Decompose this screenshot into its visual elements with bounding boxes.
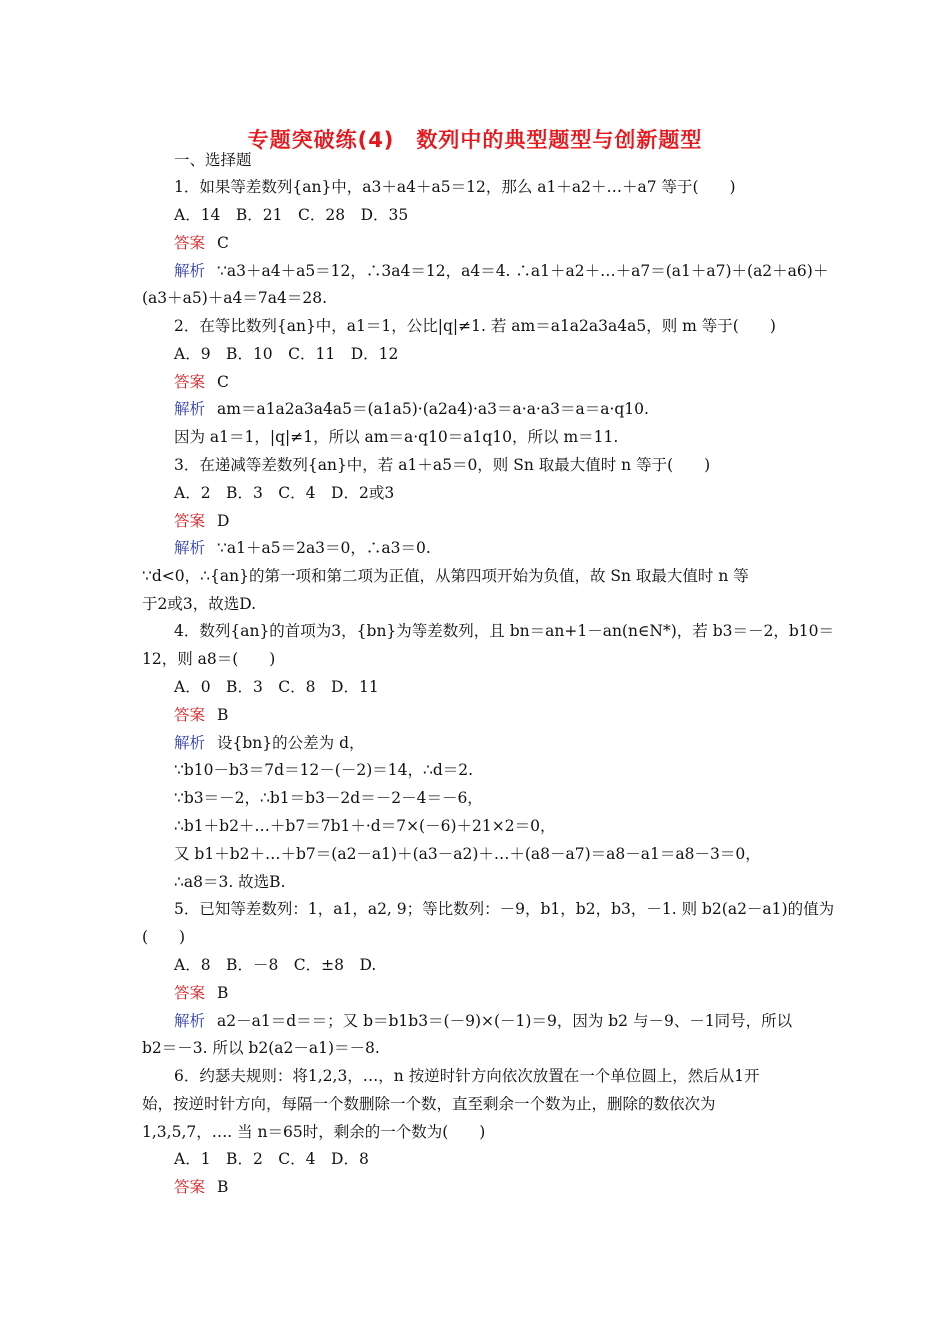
analysis-text: am＝a1a2a3a4a5＝(a1a5)·(a2a4)·a3＝a·a·a3＝a＝a·q10. bbox=[217, 400, 649, 418]
text-line: A．2 B．3 C．4 D．2或3 bbox=[174, 484, 395, 502]
analysis-line bbox=[174, 538, 431, 558]
answer-line bbox=[174, 983, 228, 1003]
text-line: b2＝－3. 所以 b2(a2－a1)＝－8. bbox=[142, 1039, 380, 1057]
text-line: ∴b1＋b2＋…＋b7＝7b1＋·d＝7×(－6)＋21×2＝0， bbox=[174, 817, 556, 835]
analysis-line bbox=[174, 261, 828, 281]
text-line: 6．约瑟夫规则：将1,2,3，…，n 按逆时针方向依次放置在一个单位圆上，然后从1开 bbox=[174, 1067, 760, 1085]
text-line: 1,3,5,7，…. 当 n＝65时，剩余的一个数为( ) bbox=[142, 1123, 486, 1141]
answer-label: 答案 bbox=[174, 512, 206, 530]
analysis-label: 解析 bbox=[174, 1012, 206, 1030]
analysis-label: 解析 bbox=[174, 400, 206, 418]
text-line: 5．已知等差数列：1，a1，a2, 9；等比数列：－9，b1，b2，b3，－1. 则 b2(a2－a1)的值为 bbox=[174, 900, 835, 918]
analysis-text: ∵a3＋a4＋a5＝12，∴3a4＝12，a4＝4. ∴a1＋a2＋…＋a7＝(a1＋a7)＋(a2＋a6)＋ bbox=[217, 262, 829, 280]
answer-label: 答案 bbox=[174, 984, 206, 1002]
analysis-label: 解析 bbox=[174, 734, 206, 752]
text-line: ∵d<0，∴{an}的第一项和第二项为正值，从第四项开始为负值，故 Sn 取最大值时 n 等 bbox=[142, 567, 749, 585]
section-heading: 一、选择题 bbox=[174, 151, 252, 169]
text-line: 因为 a1＝1，|q|≠1，所以 am＝a·q10＝a1q10，所以 m＝11. bbox=[174, 428, 619, 446]
text-line: 1．如果等差数列{an}中，a3＋a4＋a5＝12，那么 a1＋a2＋…＋a7 等于( ) bbox=[174, 178, 736, 196]
analysis-line bbox=[174, 1011, 792, 1031]
answer-line bbox=[174, 511, 229, 531]
answer-text: D bbox=[217, 512, 230, 530]
text-line: A．14 B．21 C．28 D．35 bbox=[174, 206, 409, 224]
text-line: 又 b1＋b2＋…＋b7＝(a2－a1)＋(a3－a2)＋…＋(a8－a7)＝a8－a1＝a8－3＝0， bbox=[174, 845, 761, 863]
text-line: 12，则 a8＝( ) bbox=[142, 650, 276, 668]
answer-line bbox=[174, 372, 229, 392]
page-title: 专题突破练(4) 数列中的典型题型与创新题型 bbox=[247, 128, 703, 152]
answer-text: B bbox=[217, 706, 229, 724]
text-line: (a3＋a5)＋a4＝7a4＝28. bbox=[142, 289, 328, 307]
analysis-label: 解析 bbox=[174, 262, 206, 280]
text-line: A．9 B．10 C．11 D．12 bbox=[174, 345, 399, 363]
text-line: 于2或3，故选D. bbox=[142, 595, 257, 613]
text-line: 4．数列{an}的首项为3，{bn}为等差数列，且 bn＝an+1－an(n∈N*)，若 b3＝－2，b10＝ bbox=[174, 622, 835, 640]
text-line: A．8 B．－8 C．±8 D. bbox=[174, 956, 377, 974]
answer-text: C bbox=[217, 373, 229, 391]
text-line: ∵b10－b3＝7d＝12－(－2)＝14，∴d＝2. bbox=[174, 761, 474, 779]
analysis-label: 解析 bbox=[174, 539, 206, 557]
analysis-text: ∵a1＋a5＝2a3＝0，∴a3＝0. bbox=[217, 539, 431, 557]
answer-line bbox=[174, 705, 228, 725]
analysis-line bbox=[174, 733, 365, 753]
answer-label: 答案 bbox=[174, 373, 206, 391]
analysis-text: a2－a1＝d＝＝；又 b＝b1b3＝(－9)×(－1)＝9，因为 b2 与－9、－1同号，所以 bbox=[217, 1012, 793, 1030]
answer-line bbox=[174, 233, 229, 253]
text-line: ( ) bbox=[142, 928, 186, 946]
text-line: ∵b3＝－2，∴b1＝b3－2d＝－2－4＝－6， bbox=[174, 789, 483, 807]
answer-text: C bbox=[217, 234, 229, 252]
text-line: 3．在递减等差数列{an}中，若 a1＋a5＝0，则 Sn 取最大值时 n 等于( ) bbox=[174, 456, 711, 474]
answer-label: 答案 bbox=[174, 234, 206, 252]
answer-label: 答案 bbox=[174, 706, 206, 724]
text-line: ∴a8＝3. 故选B. bbox=[174, 873, 286, 891]
answer-line bbox=[174, 1177, 228, 1197]
text-line: 始，按逆时针方向，每隔一个数删除一个数，直至剩余一个数为止，删除的数依次为 bbox=[142, 1095, 716, 1113]
answer-text: B bbox=[217, 984, 229, 1002]
analysis-line bbox=[174, 399, 649, 419]
text-line: 2．在等比数列{an}中，a1＝1，公比|q|≠1. 若 am＝a1a2a3a4a5，则 m 等于( ) bbox=[174, 317, 776, 335]
answer-label: 答案 bbox=[174, 1178, 206, 1196]
text-line: A．0 B．3 C．8 D．11 bbox=[174, 678, 379, 696]
analysis-text: 设{bn}的公差为 d， bbox=[217, 734, 365, 752]
text-line: A．1 B．2 C．4 D．8 bbox=[174, 1150, 369, 1168]
answer-text: B bbox=[217, 1178, 229, 1196]
